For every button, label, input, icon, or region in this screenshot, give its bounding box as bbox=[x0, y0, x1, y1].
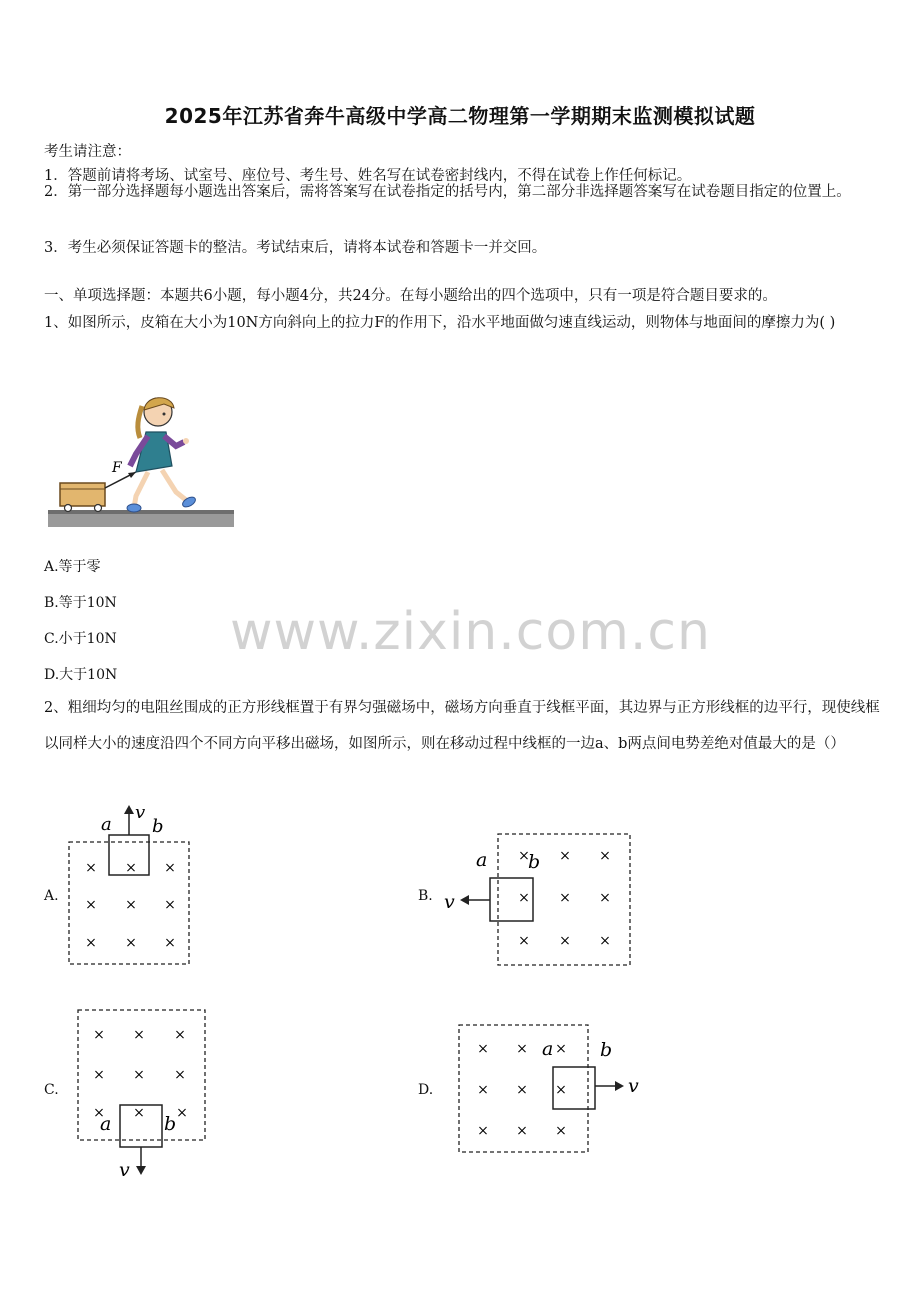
figure-c bbox=[70, 1004, 215, 1184]
field-cross: × bbox=[164, 897, 176, 913]
field-cross: × bbox=[555, 1082, 567, 1098]
q1-option-c: C.小于10N bbox=[44, 631, 117, 647]
field-cross: × bbox=[133, 1027, 145, 1043]
field-cross: × bbox=[518, 848, 530, 864]
field-cross: × bbox=[93, 1105, 105, 1121]
field-cross: × bbox=[85, 935, 97, 951]
q1-option-b: B.等于10N bbox=[44, 595, 117, 611]
question-1-figure bbox=[44, 388, 238, 534]
velocity-label: v bbox=[119, 1159, 130, 1181]
field-cross: × bbox=[518, 933, 530, 949]
point-b-label: b bbox=[528, 851, 541, 873]
section-heading: 一、单项选择题：本题共6小题，每小题4分，共24分。在每小题给出的四个选项中，只有一项是符合题目要求的。 bbox=[44, 288, 777, 304]
point-b-label: b bbox=[164, 1113, 177, 1135]
field-cross: × bbox=[93, 1027, 105, 1043]
field-cross: × bbox=[518, 890, 530, 906]
field-cross: × bbox=[164, 935, 176, 951]
field-cross: × bbox=[176, 1105, 188, 1121]
q1-option-d: D.大于10N bbox=[44, 667, 118, 683]
field-cross: × bbox=[477, 1082, 489, 1098]
velocity-label: v bbox=[628, 1075, 639, 1097]
field-cross: × bbox=[559, 933, 571, 949]
notice-item-2: 2．第一部分选择题每小题选出答案后，需将答案写在试卷指定的括号内，第二部分非选择题答案写在试卷题目指定的位置上。 bbox=[44, 184, 851, 200]
field-cross: × bbox=[599, 933, 611, 949]
page-title: 2025年江苏省奔牛高级中学高二物理第一学期期末监测模拟试题 bbox=[164, 104, 756, 128]
field-cross: × bbox=[477, 1123, 489, 1139]
figure-b-label: B. bbox=[418, 888, 433, 904]
field-cross: × bbox=[85, 897, 97, 913]
field-cross: × bbox=[599, 848, 611, 864]
question-2-text: 2、粗细均匀的电阻丝围成的正方形线框置于有界匀强磁场中，磁场方向垂直于线框平面，其边界与正方形线框的边平行，现使线框以同样大小的速度沿四个不同方向平移出磁场，如图所示，则在移动过程中线框的一边a、b两点间电势差绝对值最大的是（） bbox=[44, 700, 880, 752]
figure-d-label: D. bbox=[418, 1082, 434, 1098]
field-cross: × bbox=[516, 1123, 528, 1139]
figure-d bbox=[450, 1020, 650, 1160]
question-1-text: 1、如图所示，皮箱在大小为10N方向斜向上的拉力F的作用下，沿水平地面做匀速直线运动，则物体与地面间的摩擦力为( ) bbox=[44, 315, 836, 331]
watermark: www.zixin.com.cn bbox=[230, 602, 711, 662]
field-cross: × bbox=[164, 860, 176, 876]
point-a-label: a bbox=[476, 849, 488, 871]
field-cross: × bbox=[85, 860, 97, 876]
ground bbox=[48, 513, 234, 527]
field-cross: × bbox=[555, 1041, 567, 1057]
field-cross: × bbox=[516, 1041, 528, 1057]
point-a-label: a bbox=[100, 1113, 112, 1135]
velocity-label: v bbox=[444, 891, 455, 913]
field-cross: × bbox=[125, 897, 137, 913]
force-label: F bbox=[112, 460, 122, 476]
notice-item-3: 3．考生必须保证答题卡的整洁。考试结束后，请将本试卷和答题卡一并交回。 bbox=[44, 240, 547, 256]
notice-heading: 考生请注意： bbox=[44, 144, 131, 160]
field-cross: × bbox=[93, 1067, 105, 1083]
field-cross: × bbox=[599, 890, 611, 906]
figure-a bbox=[60, 800, 200, 970]
field-cross: × bbox=[125, 935, 137, 951]
field-cross: × bbox=[516, 1082, 528, 1098]
figure-c-label: C. bbox=[44, 1082, 59, 1098]
field-cross: × bbox=[559, 848, 571, 864]
field-cross: × bbox=[133, 1067, 145, 1083]
point-a-label: a bbox=[542, 1038, 554, 1060]
field-cross: × bbox=[133, 1105, 145, 1121]
point-b-label: b bbox=[152, 816, 164, 837]
point-a-label: a bbox=[101, 814, 112, 835]
velocity-label: v bbox=[135, 802, 146, 823]
figure-b bbox=[440, 826, 640, 971]
field-cross: × bbox=[174, 1027, 186, 1043]
box bbox=[60, 483, 105, 506]
notice-item-1: 1．答题前请将考场、试室号、座位号、考生号、姓名写在试卷密封线内，不得在试卷上作任何标记。 bbox=[44, 168, 692, 184]
q1-option-a: A.等于零 bbox=[44, 559, 101, 575]
point-b-label: b bbox=[600, 1039, 613, 1061]
field-cross: × bbox=[559, 890, 571, 906]
field-cross: × bbox=[125, 860, 137, 876]
field-cross: × bbox=[477, 1041, 489, 1057]
figure-a-label: A. bbox=[44, 888, 59, 904]
field-cross: × bbox=[174, 1067, 186, 1083]
field-cross: × bbox=[555, 1123, 567, 1139]
